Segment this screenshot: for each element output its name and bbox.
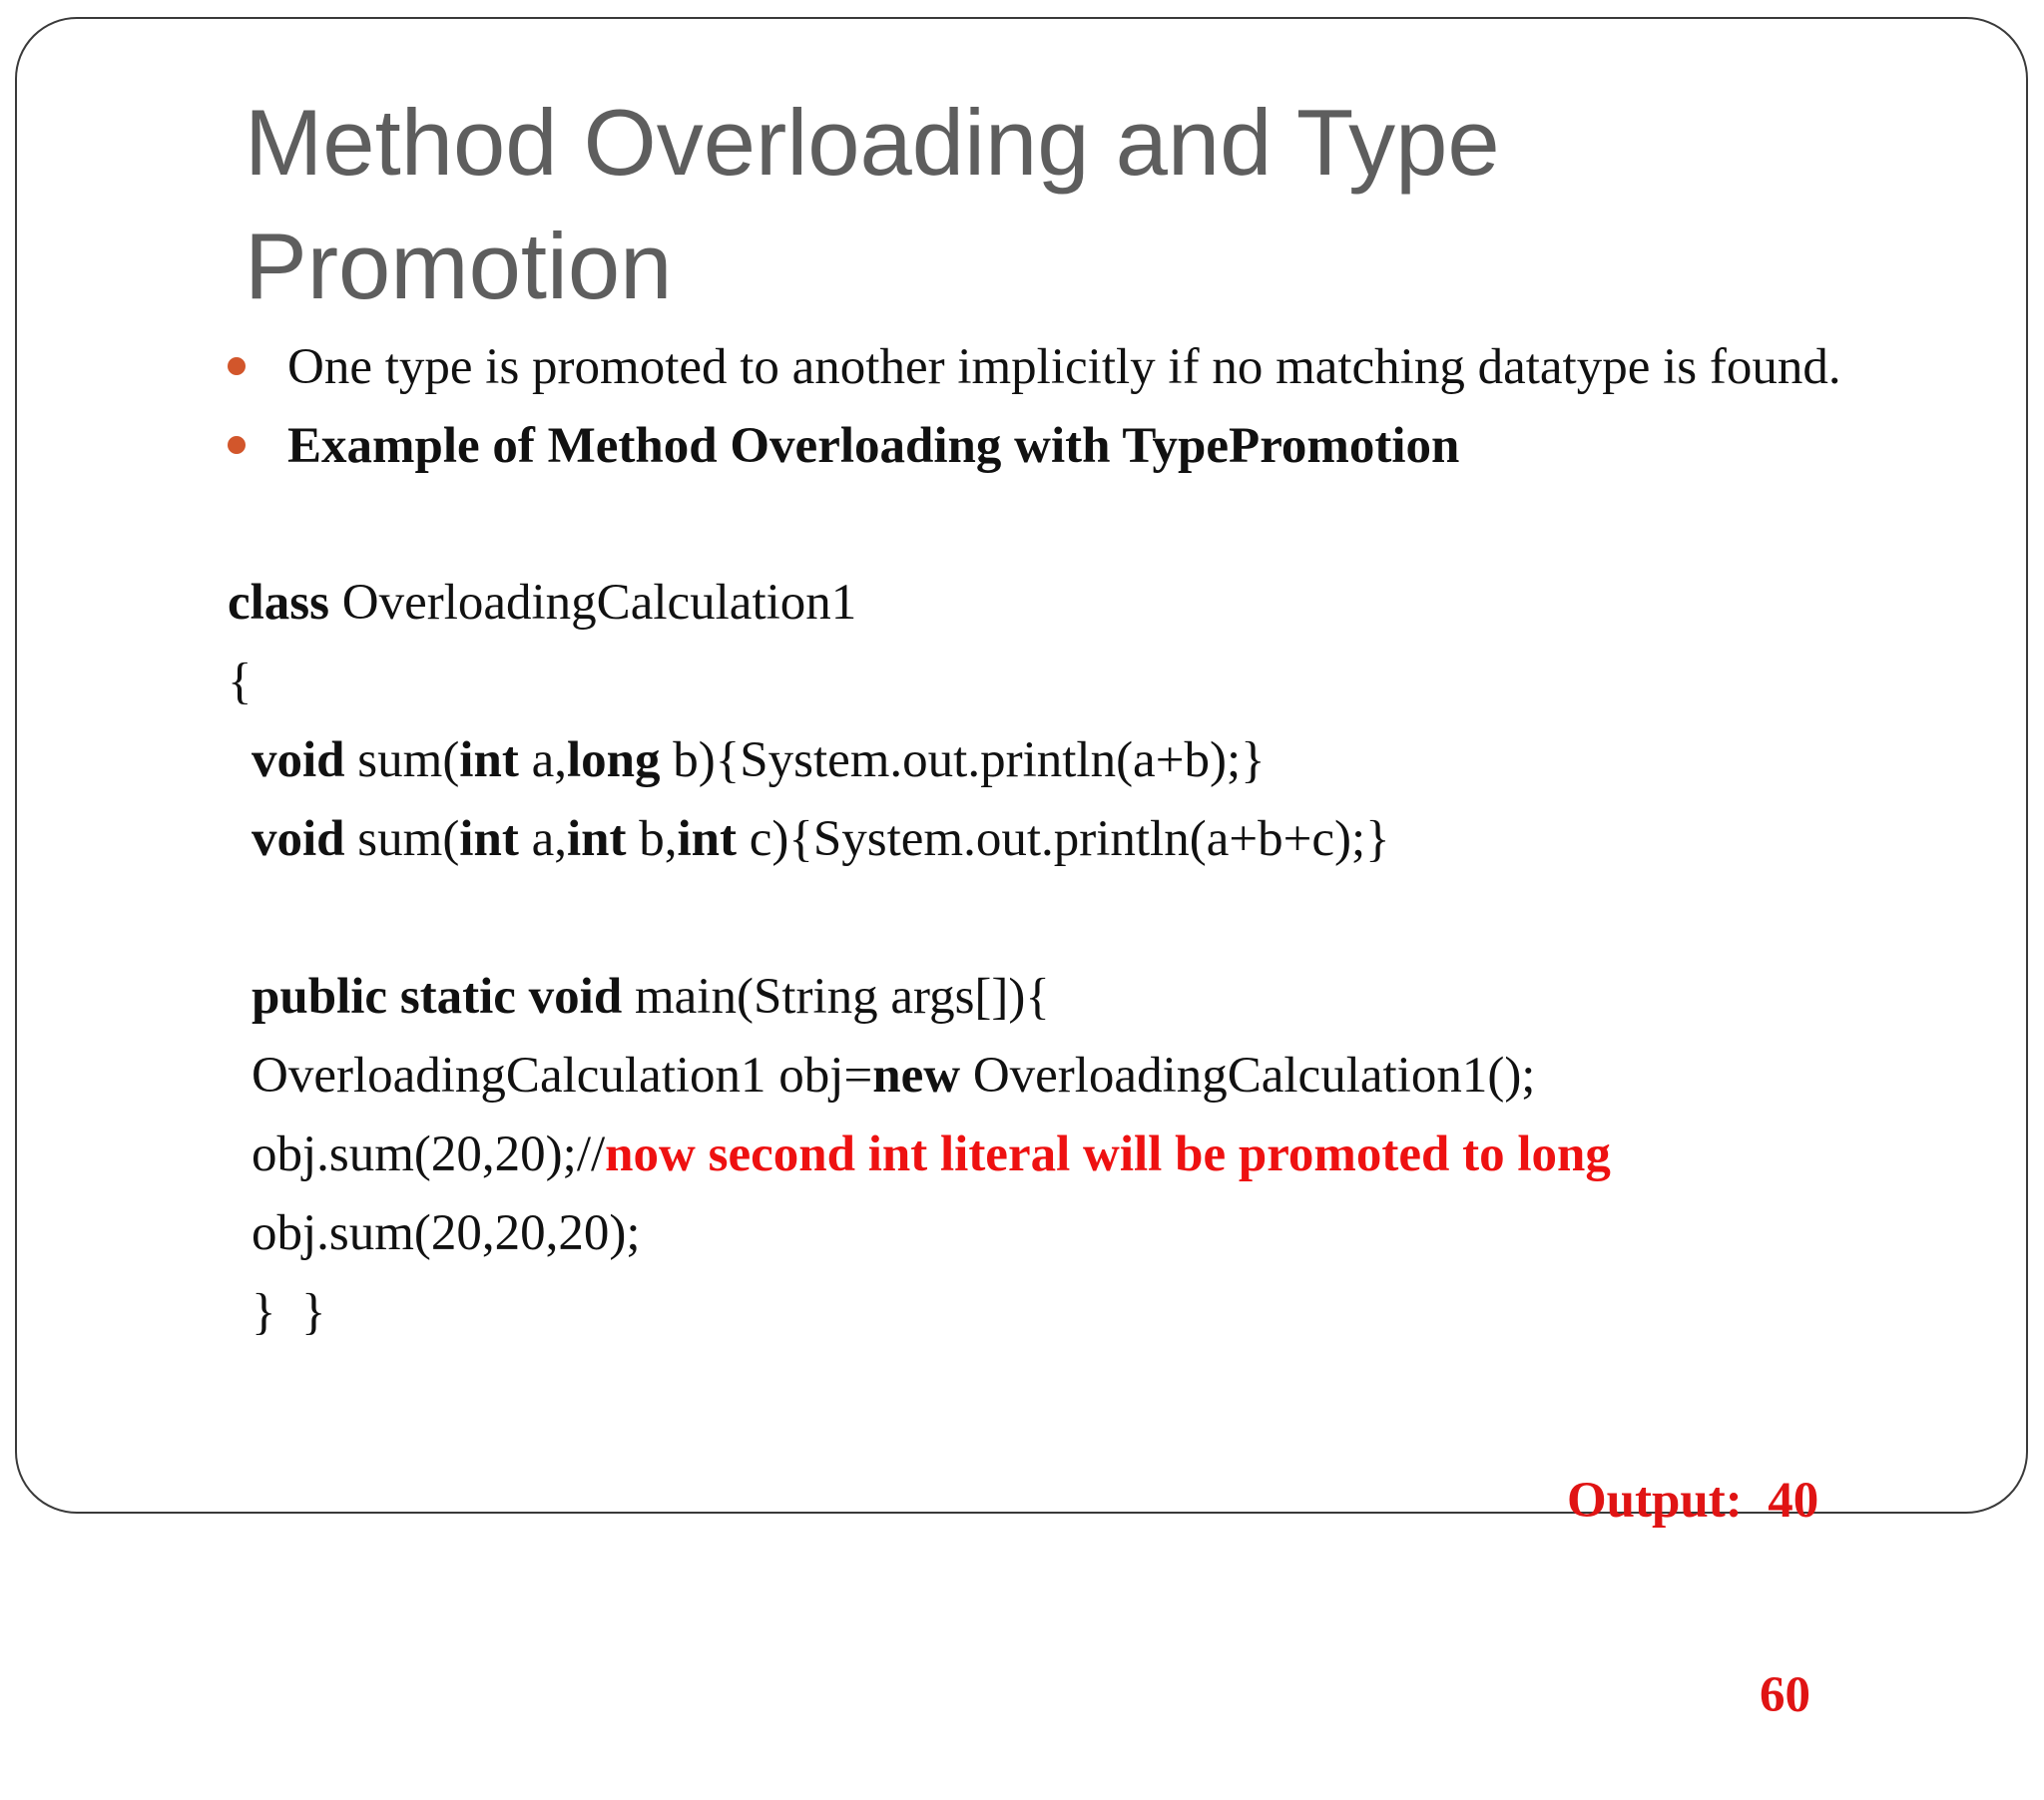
code-line [228, 965, 1611, 1044]
code-block [228, 571, 1611, 1359]
code-line [228, 1280, 1611, 1359]
code-text: b){System.out.println(a+b);} [660, 732, 1266, 788]
bullet-dot-icon [228, 436, 246, 454]
slide-title-line-2: Promotion [245, 214, 673, 318]
code-line [228, 1044, 1611, 1123]
bullet-text-bold: Example of Method Overloading with TypePromotion [287, 418, 1460, 474]
bullet-item [228, 414, 1841, 493]
code-text: OverloadingCalculation1 [329, 575, 857, 631]
bullet-item [228, 335, 1841, 414]
output-block [1567, 1353, 1818, 1800]
code-line [228, 1123, 1611, 1201]
bullet-dot-icon [228, 357, 246, 375]
code-keyword: void [252, 811, 345, 867]
slide-title [245, 81, 1941, 328]
code-text: a, [518, 811, 567, 867]
output-second-value: 60 [1760, 1667, 1810, 1723]
code-keyword: long [566, 732, 661, 788]
code-keyword: void [252, 732, 345, 788]
code-comment: now second int literal will be promoted to long [605, 1126, 1611, 1182]
code-text: obj.sum(20,20,20); [252, 1205, 641, 1261]
code-text: obj.sum(20,20);// [252, 1126, 606, 1182]
slide-title-line-1: Method Overloading and Type [245, 90, 1500, 195]
code-text: OverloadingCalculation1(); [960, 1048, 1536, 1104]
output-label: Output: 40 [1567, 1473, 1819, 1529]
code-line [228, 1201, 1611, 1280]
code-text: OverloadingCalculation1 obj= [252, 1048, 873, 1104]
code-line [228, 728, 1611, 807]
code-keyword: public static void [252, 969, 623, 1025]
bullet-list [228, 335, 1841, 493]
bullet-text: One type is promoted to another implicitly if no matching datatype is found. [287, 339, 1841, 395]
code-line [228, 571, 1611, 650]
code-text: sum( [344, 732, 460, 788]
code-keyword: int [459, 811, 519, 867]
code-line [228, 807, 1611, 886]
code-text: { [228, 654, 253, 709]
code-keyword: int [459, 732, 519, 788]
code-blank-line [228, 886, 1611, 965]
code-text: main(String args[]){ [622, 969, 1050, 1025]
code-keyword: new [872, 1048, 961, 1104]
code-line [228, 650, 1611, 728]
code-keyword: int [566, 811, 627, 867]
code-keyword: int [677, 811, 738, 867]
code-text: } } [252, 1284, 326, 1340]
code-keyword: class [228, 575, 329, 631]
code-text: sum( [344, 811, 460, 867]
code-text: b, [626, 811, 678, 867]
code-text: a, [518, 732, 567, 788]
code-text: c){System.out.println(a+b+c);} [737, 811, 1390, 867]
